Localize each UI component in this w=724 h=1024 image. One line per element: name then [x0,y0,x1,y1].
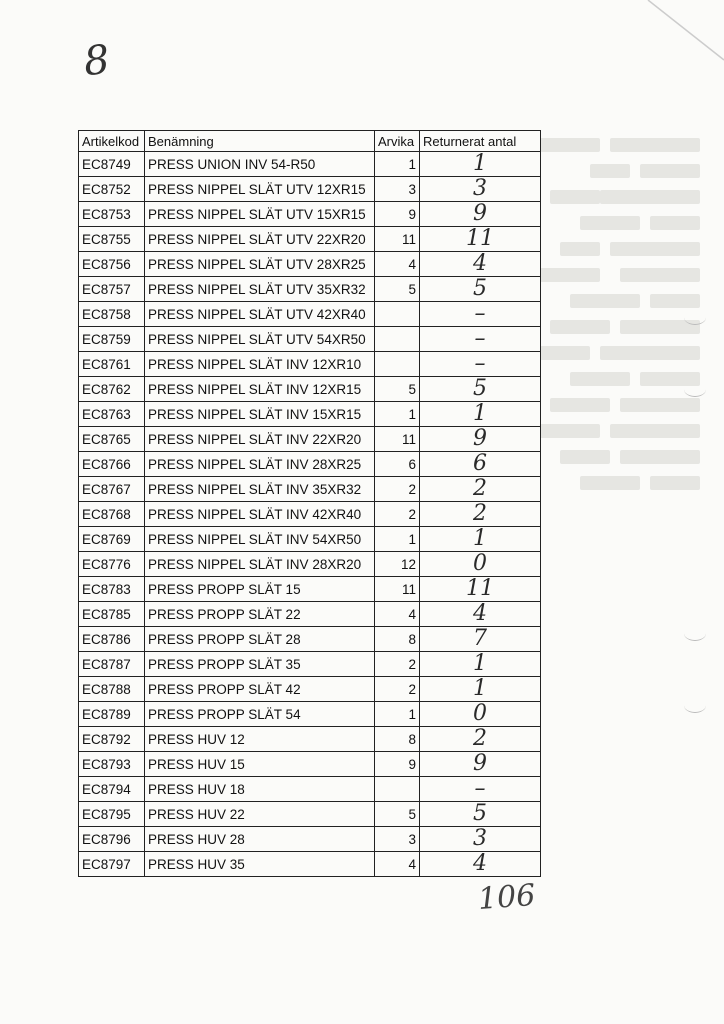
cell-name: PRESS NIPPEL SLÄT UTV 42XR40 [145,302,375,327]
cell-arvika: 11 [375,577,420,602]
cell-name: PRESS NIPPEL SLÄT INV 35XR32 [145,477,375,502]
cell-returned-handwritten: 3 [420,827,541,852]
cell-name: PRESS HUV 28 [145,827,375,852]
table-row [79,477,541,502]
cell-code: EC8776 [79,552,145,577]
cell-arvika: 5 [375,277,420,302]
cell-name: PRESS PROPP SLÄT 28 [145,627,375,652]
cell-arvika: 2 [375,677,420,702]
cell-name: PRESS HUV 18 [145,777,375,802]
table-row [79,577,541,602]
cell-arvika: 4 [375,252,420,277]
cell-name: PRESS PROPP SLÄT 42 [145,677,375,702]
cell-code: EC8749 [79,152,145,177]
cell-code: EC8762 [79,377,145,402]
table-row [79,727,541,752]
cell-name: PRESS NIPPEL SLÄT INV 28XR20 [145,552,375,577]
cell-code: EC8797 [79,852,145,877]
cell-code: EC8786 [79,627,145,652]
cell-name: PRESS PROPP SLÄT 22 [145,602,375,627]
table-row [79,552,541,577]
cell-name: PRESS NIPPEL SLÄT INV 22XR20 [145,427,375,452]
cell-returned-handwritten: 5 [420,377,541,402]
header-arvika: Arvika [375,131,420,152]
header-name: Benämning [145,131,375,152]
cell-arvika: 1 [375,702,420,727]
cell-returned-handwritten: 9 [420,202,541,227]
cell-returned-handwritten: 0 [420,552,541,577]
cell-code: EC8783 [79,577,145,602]
cell-arvika: 9 [375,202,420,227]
cell-returned-handwritten: 4 [420,252,541,277]
cell-arvika: 2 [375,477,420,502]
cell-returned-handwritten: – [420,302,541,327]
cell-name: PRESS NIPPEL SLÄT INV 15XR15 [145,402,375,427]
cell-name: PRESS NIPPEL SLÄT UTV 15XR15 [145,202,375,227]
cell-name: PRESS HUV 15 [145,752,375,777]
cell-code: EC8756 [79,252,145,277]
cell-code: EC8753 [79,202,145,227]
handwritten-total: 106 [476,878,537,917]
punch-hole-mark [684,626,706,641]
cell-name: PRESS PROPP SLÄT 35 [145,652,375,677]
cell-code: EC8769 [79,527,145,552]
header-returned: Returnerat antal [420,131,541,152]
punch-hole-mark [684,310,706,325]
cell-arvika: 11 [375,227,420,252]
cell-arvika: 4 [375,602,420,627]
table-row [79,427,541,452]
cell-name: PRESS HUV 35 [145,852,375,877]
cell-arvika: 5 [375,377,420,402]
cell-returned-handwritten: 3 [420,177,541,202]
cell-name: PRESS NIPPEL SLÄT UTV 35XR32 [145,277,375,302]
header-code: Artikelkod [79,131,145,152]
cell-code: EC8787 [79,652,145,677]
cell-code: EC8761 [79,352,145,377]
cell-name: PRESS NIPPEL SLÄT INV 54XR50 [145,527,375,552]
cell-name: PRESS NIPPEL SLÄT UTV 28XR25 [145,252,375,277]
header-row [79,131,541,152]
cell-name: PRESS NIPPEL SLÄT UTV 54XR50 [145,327,375,352]
cell-returned-handwritten: 1 [420,652,541,677]
cell-returned-handwritten: 2 [420,727,541,752]
table-row [79,377,541,402]
cell-code: EC8788 [79,677,145,702]
table-row [79,227,541,252]
cell-code: EC8765 [79,427,145,452]
cell-arvika: 5 [375,802,420,827]
cell-code: EC8763 [79,402,145,427]
punch-hole-mark [684,382,706,397]
table-row [79,602,541,627]
cell-code: EC8789 [79,702,145,727]
cell-code: EC8758 [79,302,145,327]
cell-name: PRESS UNION INV 54-R50 [145,152,375,177]
cell-returned-handwritten: – [420,327,541,352]
cell-returned-handwritten: 7 [420,627,541,652]
cell-arvika [375,327,420,352]
cell-name: PRESS NIPPEL SLÄT INV 12XR10 [145,352,375,377]
cell-returned-handwritten: 5 [420,802,541,827]
cell-arvika: 12 [375,552,420,577]
cell-code: EC8766 [79,452,145,477]
cell-returned-handwritten: 1 [420,677,541,702]
table-row [79,252,541,277]
cell-name: PRESS NIPPEL SLÄT INV 28XR25 [145,452,375,477]
cell-arvika: 8 [375,727,420,752]
cell-code: EC8752 [79,177,145,202]
cell-name: PRESS HUV 12 [145,727,375,752]
table-row [79,652,541,677]
cell-arvika: 1 [375,527,420,552]
cell-returned-handwritten: 1 [420,402,541,427]
cell-returned-handwritten: 4 [420,852,541,877]
table-row [79,177,541,202]
cell-code: EC8793 [79,752,145,777]
cell-returned-handwritten: 9 [420,427,541,452]
cell-arvika: 3 [375,177,420,202]
cell-arvika: 2 [375,502,420,527]
cell-returned-handwritten: 2 [420,502,541,527]
cell-returned-handwritten: 2 [420,477,541,502]
table-row [79,677,541,702]
cell-name: PRESS PROPP SLÄT 15 [145,577,375,602]
table-row [79,502,541,527]
cell-arvika: 4 [375,852,420,877]
cell-arvika: 3 [375,827,420,852]
cell-arvika: 1 [375,402,420,427]
table-row [79,802,541,827]
table-row [79,827,541,852]
table-row [79,402,541,427]
cell-returned-handwritten: 1 [420,152,541,177]
table-row [79,702,541,727]
cell-name: PRESS NIPPEL SLÄT UTV 22XR20 [145,227,375,252]
cell-arvika: 1 [375,152,420,177]
cell-arvika: 6 [375,452,420,477]
cell-arvika [375,777,420,802]
cell-code: EC8785 [79,602,145,627]
cell-arvika: 2 [375,652,420,677]
cell-name: PRESS NIPPEL SLÄT INV 12XR15 [145,377,375,402]
cell-returned-handwritten: – [420,777,541,802]
cell-returned-handwritten: 5 [420,277,541,302]
cell-returned-handwritten: 9 [420,752,541,777]
table-row [79,752,541,777]
cell-arvika: 11 [375,427,420,452]
table-row [79,202,541,227]
cell-returned-handwritten: – [420,352,541,377]
cell-code: EC8796 [79,827,145,852]
table-row [79,352,541,377]
table-row [79,527,541,552]
table-row [79,852,541,877]
table-row [79,627,541,652]
table-row [79,152,541,177]
punch-hole-mark [684,698,706,713]
cell-returned-handwritten: 0 [420,702,541,727]
cell-code: EC8795 [79,802,145,827]
cell-code: EC8755 [79,227,145,252]
cell-code: EC8792 [79,727,145,752]
cell-code: EC8768 [79,502,145,527]
handwritten-page-number: 8 [81,36,112,86]
cell-returned-handwritten: 11 [420,577,541,602]
cell-code: EC8759 [79,327,145,352]
table-row [79,452,541,477]
cell-name: PRESS NIPPEL SLÄT INV 42XR40 [145,502,375,527]
cell-name: PRESS HUV 22 [145,802,375,827]
return-table [78,130,541,877]
cell-name: PRESS PROPP SLÄT 54 [145,702,375,727]
table-row [79,302,541,327]
cell-returned-handwritten: 11 [420,227,541,252]
cell-arvika: 9 [375,752,420,777]
cell-returned-handwritten: 6 [420,452,541,477]
cell-code: EC8767 [79,477,145,502]
table-row [79,777,541,802]
cell-arvika [375,352,420,377]
cell-returned-handwritten: 1 [420,527,541,552]
cell-code: EC8794 [79,777,145,802]
cell-name: PRESS NIPPEL SLÄT UTV 12XR15 [145,177,375,202]
table-row [79,277,541,302]
cell-arvika [375,302,420,327]
cell-arvika: 8 [375,627,420,652]
table-row [79,327,541,352]
cell-code: EC8757 [79,277,145,302]
cell-returned-handwritten: 4 [420,602,541,627]
